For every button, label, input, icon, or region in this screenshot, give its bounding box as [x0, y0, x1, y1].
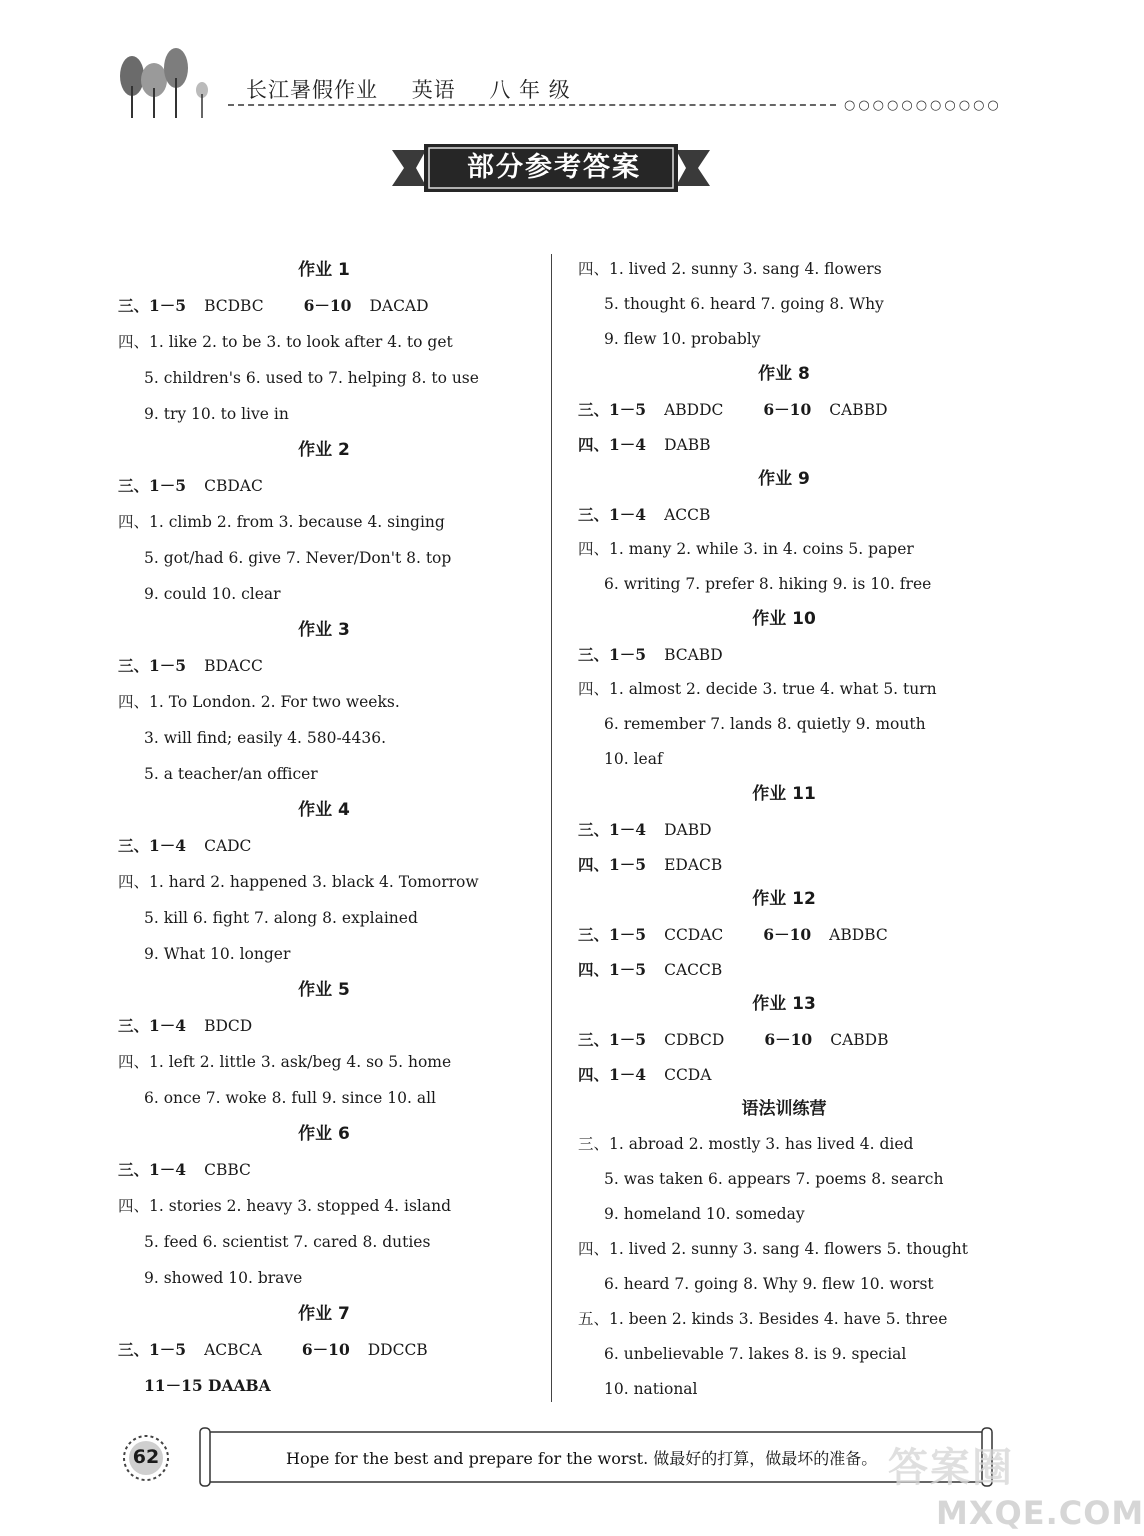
answer-line	[578, 322, 1028, 357]
answer-line	[578, 1267, 1028, 1302]
answer-text: 四、1－5	[578, 960, 647, 979]
answer-text: 三、1－5	[118, 476, 187, 495]
answer-text: 四、1. hard 2. happened 3. black 4. Tomorrow	[118, 873, 479, 891]
answer-line	[578, 1022, 1028, 1057]
answer-text: CABDB	[830, 1031, 889, 1049]
answer-text: 6. remember 7. lands 8. quietly 9. mouth	[604, 715, 926, 733]
section-title: 作业 9	[758, 469, 810, 489]
answer-line	[578, 497, 1028, 532]
answer-text: 6. heard 7. going 8. Why 9. flew 10. worst	[604, 1275, 934, 1293]
answer-line	[118, 540, 538, 576]
answer-line	[118, 1152, 538, 1188]
answer-text: 三、1－4	[118, 1160, 187, 1179]
answer-text: 四、1. lived 2. sunny 3. sang 4. flowers	[578, 260, 882, 278]
answer-text: BCABD	[664, 646, 723, 664]
answer-text: 四、1. lived 2. sunny 3. sang 4. flowers 5. thought	[578, 1240, 968, 1258]
motto-text: Hope for the best and prepare for the worst. 做最好的打算，做最坏的准备。	[286, 1449, 878, 1468]
answer-text: 5. was taken 6. appears 7. poems 8. search	[604, 1170, 944, 1188]
answer-text: 9. flew 10. probably	[604, 330, 761, 348]
answer-text: 三、1－5	[578, 925, 647, 944]
right-column	[578, 252, 1028, 1407]
grade-name: 八 年 级	[489, 78, 571, 102]
answer-text: 5. a teacher/an officer	[144, 765, 318, 783]
answer-line	[118, 648, 538, 684]
answer-text: 三、1－4	[578, 505, 647, 524]
answer-text: 四、1. climb 2. from 3. because 4. singing	[118, 513, 445, 531]
answer-line	[578, 1372, 1028, 1407]
answer-text: CABBD	[829, 401, 888, 419]
answer-text: DABB	[664, 436, 711, 454]
banner-title: 部分参考答案	[467, 152, 641, 183]
answer-line	[578, 917, 1028, 952]
answer-line	[578, 287, 1028, 322]
answer-text: 四、1. To London. 2. For two weeks.	[118, 693, 400, 711]
answer-text: 10. leaf	[604, 750, 663, 768]
book-name: 长江暑假作业	[246, 78, 378, 102]
answer-text: CBBC	[204, 1161, 251, 1179]
header-title	[246, 74, 597, 104]
answer-text: BCDBC	[204, 297, 264, 315]
answer-text: 三、1－5	[578, 1030, 647, 1049]
answer-text: 三、1－5	[118, 1340, 187, 1359]
answer-line	[578, 707, 1028, 742]
answer-line	[118, 1008, 538, 1044]
answer-line	[578, 392, 1028, 427]
answer-text: 四、1. left 2. little 3. ask/beg 4. so 5. home	[118, 1053, 452, 1071]
section-title: 作业 11	[752, 784, 816, 804]
answer-line	[578, 1127, 1028, 1162]
subject-name: 英语	[411, 78, 456, 102]
answer-line	[578, 532, 1028, 567]
section-title: 作业 13	[752, 994, 816, 1014]
answer-text: 6－10	[301, 1340, 350, 1359]
answer-text: 10. national	[604, 1380, 698, 1398]
answer-text: 四、1. stories 2. heavy 3. stopped 4. island	[118, 1197, 452, 1215]
answer-line	[118, 1080, 538, 1116]
answer-text: 9. homeland 10. someday	[604, 1205, 805, 1223]
answer-text: BDACC	[204, 657, 263, 675]
answer-line	[578, 1232, 1028, 1267]
answer-text: 6－10	[303, 296, 352, 315]
section-title: 作业 6	[298, 1124, 350, 1144]
answer-text: 三、1－5	[118, 656, 187, 675]
answer-text: ABDBC	[829, 926, 888, 944]
answer-line	[118, 720, 538, 756]
section-title: 作业 2	[298, 440, 350, 460]
answer-line	[578, 742, 1028, 777]
answer-text: 11－15 DAABA	[144, 1376, 271, 1395]
answer-text: 四、1. almost 2. decide 3. true 4. what 5. turn	[578, 680, 937, 698]
answer-text: 四、1. like 2. to be 3. to look after 4. to get	[118, 333, 453, 351]
answer-text: 三、1－5	[578, 645, 647, 664]
answer-line	[578, 1302, 1028, 1337]
answer-text: 6. once 7. woke 8. full 9. since 10. all	[144, 1089, 437, 1107]
page-number: 62	[132, 1446, 160, 1468]
answer-text: 三、1－4	[118, 836, 187, 855]
answer-line	[118, 504, 538, 540]
answer-text: 三、1－4	[118, 1016, 187, 1035]
answer-text: 三、1－5	[118, 296, 187, 315]
answer-text: 6－10	[763, 925, 812, 944]
answer-line	[578, 1337, 1028, 1372]
answer-text: 5. kill 6. fight 7. along 8. explained	[144, 909, 418, 927]
answer-text: CADC	[204, 837, 252, 855]
answer-line	[118, 1260, 538, 1296]
answer-line	[118, 936, 538, 972]
answer-text: CACCB	[664, 961, 723, 979]
section-title: 作业 1	[298, 260, 350, 280]
answer-line	[118, 1044, 538, 1080]
answer-line	[578, 567, 1028, 602]
answer-line	[118, 684, 538, 720]
answer-line	[118, 288, 538, 324]
answer-line	[118, 756, 538, 792]
answer-line	[118, 576, 538, 612]
section-title: 作业 7	[298, 1304, 350, 1324]
answer-text: 6－10	[763, 400, 812, 419]
answer-line	[578, 1162, 1028, 1197]
section-title: 作业 10	[752, 609, 816, 629]
answer-text: CBDAC	[204, 477, 263, 495]
answer-line	[578, 952, 1028, 987]
answer-text: CCDA	[664, 1066, 712, 1084]
watermark-top: 答案圈	[888, 1445, 1014, 1491]
answer-line	[118, 1332, 538, 1368]
answer-line	[578, 847, 1028, 882]
answer-text: 五、1. been 2. kinds 3. Besides 4. have 5. three	[578, 1310, 948, 1328]
answer-text: BDCD	[204, 1017, 253, 1035]
section-title: 作业 12	[752, 889, 816, 909]
answer-text: 6－10	[764, 1030, 813, 1049]
answer-line	[118, 1188, 538, 1224]
answer-line	[578, 637, 1028, 672]
answer-text: 5. thought 6. heard 7. going 8. Why	[604, 295, 884, 313]
section-title: 作业 8	[758, 364, 810, 384]
answer-text: CCDAC	[664, 926, 724, 944]
answer-line	[578, 672, 1028, 707]
section-title: 语法训练营	[741, 1099, 827, 1119]
header-dashed-line	[228, 104, 836, 106]
answer-text: 6. writing 7. prefer 8. hiking 9. is 10. free	[604, 575, 932, 593]
answer-text: 三、1－5	[578, 400, 647, 419]
answer-text: 四、1－4	[578, 1065, 647, 1084]
answer-line	[118, 864, 538, 900]
section-title: 作业 3	[298, 620, 350, 640]
answer-line	[118, 1368, 538, 1404]
answer-text: 四、1－4	[578, 435, 647, 454]
answer-line	[578, 812, 1028, 847]
answer-line	[118, 360, 538, 396]
answer-line	[578, 252, 1028, 287]
answer-text: DABD	[664, 821, 712, 839]
answer-text: 5. children's 6. used to 7. helping 8. to use	[144, 369, 479, 387]
answer-text: 三、1－4	[578, 820, 647, 839]
trees-decoration-icon	[118, 46, 218, 120]
watermark-bottom: MXQE.COM	[936, 1494, 1144, 1532]
answer-text: 9. What 10. longer	[144, 945, 291, 963]
answer-text: 9. could 10. clear	[144, 585, 281, 603]
answer-text: 5. feed 6. scientist 7. cared 8. duties	[144, 1233, 431, 1251]
column-divider	[551, 254, 552, 1402]
answer-text: ACBCA	[204, 1341, 262, 1359]
answer-text: 9. showed 10. brave	[144, 1269, 303, 1287]
answer-line	[578, 427, 1028, 462]
answer-text: EDACB	[664, 856, 723, 874]
answer-line	[118, 324, 538, 360]
answer-text: 9. try 10. to live in	[144, 405, 289, 423]
answer-line	[118, 828, 538, 864]
answer-line	[578, 1197, 1028, 1232]
answer-line	[578, 1057, 1028, 1092]
answer-text: 6. unbelievable 7. lakes 8. is 9. special	[604, 1345, 907, 1363]
answer-text: 四、1. many 2. while 3. in 4. coins 5. paper	[578, 540, 914, 558]
answer-text: DACAD	[369, 297, 429, 315]
answer-line	[118, 900, 538, 936]
answer-text: DDCCB	[367, 1341, 428, 1359]
answer-text: CDBCD	[664, 1031, 725, 1049]
answer-line	[118, 396, 538, 432]
answer-text: 四、1－5	[578, 855, 647, 874]
answer-text: ABDDC	[664, 401, 724, 419]
header-dots: ○○○○○○○○○○○	[844, 98, 1002, 113]
section-title: 作业 4	[298, 800, 350, 820]
answer-text: 三、1. abroad 2. mostly 3. has lived 4. died	[578, 1135, 914, 1153]
left-column	[118, 252, 538, 1404]
section-title: 作业 5	[298, 980, 350, 1000]
answer-text: ACCB	[664, 506, 711, 524]
answer-line	[118, 468, 538, 504]
answer-line	[118, 1224, 538, 1260]
answer-text: 3. will find; easily 4. 580-4436.	[144, 729, 387, 747]
answer-text: 5. got/had 6. give 7. Never/Don't 8. top	[144, 549, 452, 567]
